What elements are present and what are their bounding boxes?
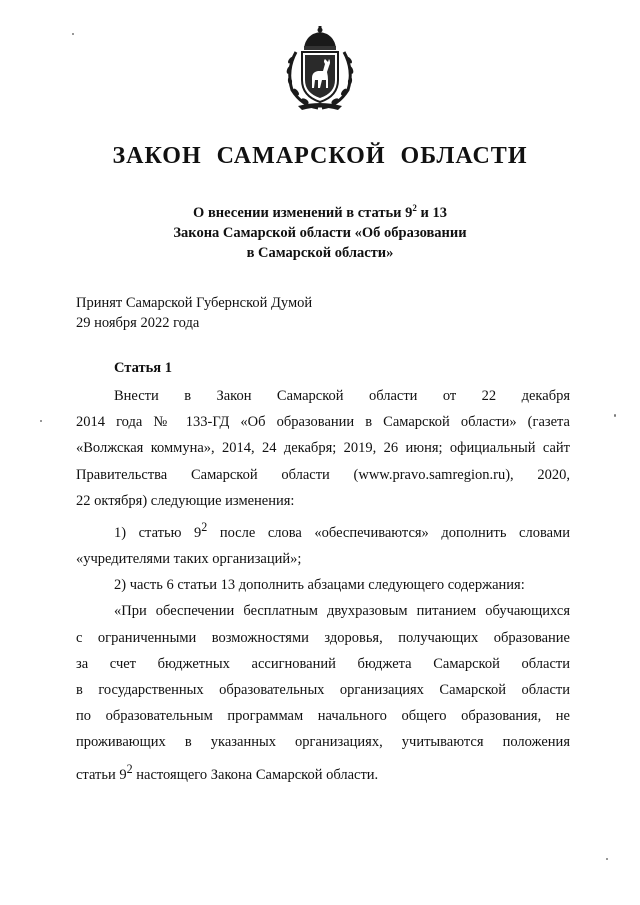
- law-subtitle: [0, 203, 640, 263]
- item-2-line: 2) часть 6 статьи 13 дополнить абзацами следующего содержания:: [114, 577, 525, 594]
- item-1-line: [76, 514, 570, 546]
- subtitle-line2: Закона Самарской области «Об образовании: [173, 225, 467, 241]
- quote-line: «При обеспечении бесплатным двухразовым питанием обучающихся: [114, 603, 570, 620]
- text-line: 2014 года № 133-ГД «Об образовании в Самарской области» (газета: [76, 414, 570, 431]
- text-line: «учредителями таких организаций»;: [76, 551, 302, 568]
- quote-last-text: статьи 9: [76, 766, 127, 783]
- superscript: 2: [412, 203, 417, 213]
- article-body: [76, 383, 570, 788]
- scan-speck: [40, 420, 42, 422]
- subtitle-line3: в Самарской области»: [246, 245, 394, 261]
- quote-line: по образовательным программам начального общего образования, не: [76, 708, 570, 725]
- coat-of-arms-emblem: [282, 26, 358, 110]
- law-title: ЗАКОН САМАРСКОЙ ОБЛАСТИ: [112, 143, 528, 169]
- quote-last-line: [76, 756, 570, 788]
- article-heading: Статья 1: [114, 360, 172, 376]
- quote-last-tail: настоящего Закона Самарской области.: [132, 766, 379, 783]
- quote-line: в государственных образовательных организациях Самарской области: [76, 682, 570, 699]
- text-line: 22 октября) следующие изменения:: [76, 492, 295, 509]
- scan-speck: [72, 33, 74, 35]
- item-1-text: 1) статью 9: [114, 524, 202, 541]
- adoption-body: Принят Самарской Губернской Думой: [76, 295, 313, 311]
- quote-line: проживающих в указанных организациях, учитываются положения: [76, 734, 570, 751]
- text-line: Внести в Закон Самарской области от 22 декабря: [114, 388, 570, 404]
- quote-line: за счет бюджетных ассигнований бюджета Самарской области: [76, 655, 570, 672]
- superscript: 2: [126, 761, 133, 776]
- scan-speck: [614, 414, 616, 417]
- text-line: «Волжская коммуна», 2014, 24 декабря; 2019, 26 июня; официальный сайт: [76, 440, 570, 457]
- adoption-info: [76, 293, 312, 333]
- item-1-tail: после слова «обеспечиваются» дополнить словами: [207, 524, 570, 541]
- subtitle-line1-tail: и 13: [416, 205, 447, 221]
- subtitle-line1-text: О внесении изменений в статьи 9: [193, 205, 413, 221]
- text-line: Правительства Самарской области (www.pravo.samregion.ru), 2020,: [76, 466, 570, 483]
- scan-speck: [606, 858, 608, 860]
- superscript: 2: [201, 520, 208, 535]
- adoption-date: 29 ноября 2022 года: [76, 315, 200, 331]
- quote-line: с ограниченными возможностями здоровья, получающих образование: [76, 629, 570, 646]
